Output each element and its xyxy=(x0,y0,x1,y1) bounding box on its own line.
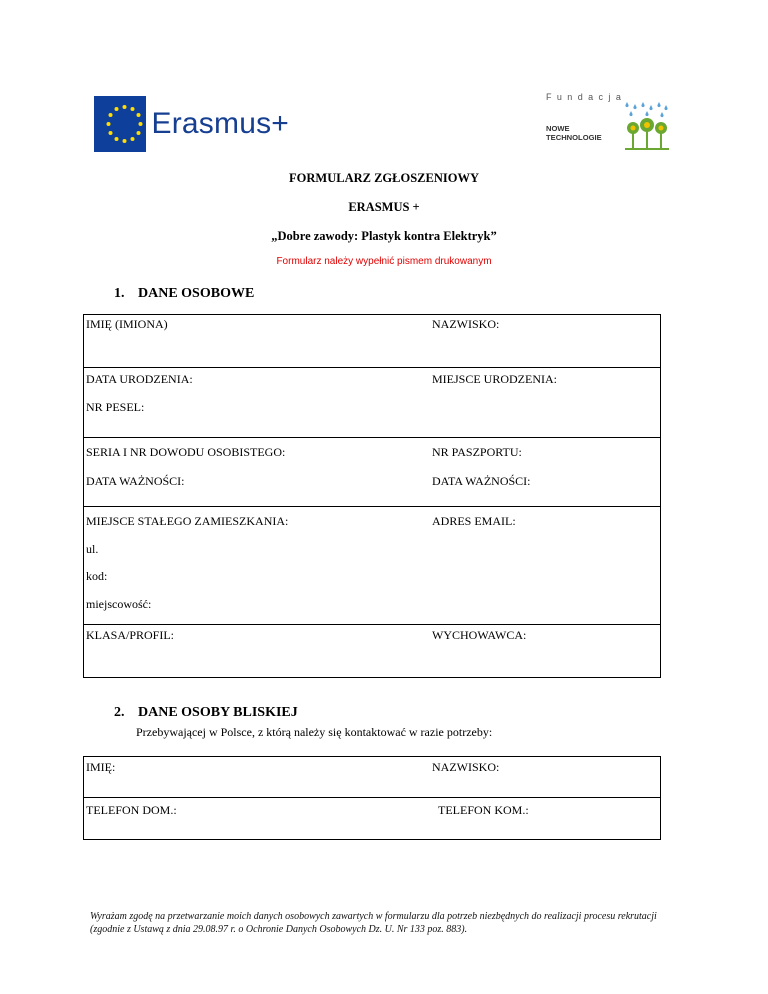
birth-place-label: MIEJSCE URODZENIA: xyxy=(432,372,557,386)
contact-surname-label: NAZWISKO: xyxy=(432,760,500,774)
postal-code-label: kod: xyxy=(86,569,108,583)
foundation-name-line1: NOWE xyxy=(546,124,570,133)
section2-heading xyxy=(114,705,298,721)
plants-rain-icon xyxy=(621,100,673,152)
address-label: MIEJSCE STAŁEGO ZAMIESZKANIA: xyxy=(86,514,289,528)
foundation-name-line2: TECHNOLOGIE xyxy=(546,133,602,142)
home-phone-label: TELEFON DOM.: xyxy=(86,803,177,817)
class-label: KLASA/PROFIL: xyxy=(86,628,175,642)
surname-label: NAZWISKO: xyxy=(432,317,500,331)
section2-number: 2. xyxy=(114,705,125,720)
eu-flag-icon xyxy=(94,96,146,152)
personal-data-table xyxy=(83,314,661,678)
foundation-name xyxy=(546,124,602,142)
tutor-label: WYCHOWAWCA: xyxy=(432,628,527,642)
pesel-label: NR PESEL: xyxy=(86,400,145,414)
passport-label: NR PASZPORTU: xyxy=(432,445,522,459)
document-row[interactable] xyxy=(84,438,661,507)
street-label: ul. xyxy=(86,542,99,556)
first-names-label: IMIĘ (IMIONA) xyxy=(86,317,168,331)
birth-row[interactable] xyxy=(84,368,661,438)
email-label: ADRES EMAIL: xyxy=(432,514,516,528)
class-row[interactable] xyxy=(84,625,661,678)
section1-title: DANE OSOBOWE xyxy=(138,286,255,301)
section2-description: Przebywającej w Polsce, z którą należy się kontaktować w razie potrzeby: xyxy=(136,725,493,739)
foundation-logo xyxy=(535,90,675,160)
form-subtitle: ERASMUS + xyxy=(348,200,420,214)
contact-phone-row[interactable] xyxy=(84,798,661,840)
erasmus-logo xyxy=(91,94,289,154)
id-card-label: SERIA I NR DOWODU OSOBISTEGO: xyxy=(86,445,286,459)
address-row[interactable] xyxy=(84,507,661,625)
project-name: „Dobre zawody: Plastyk kontra Elektryk” xyxy=(271,229,497,243)
name-row[interactable] xyxy=(84,315,661,368)
contact-first-name-label: IMIĘ: xyxy=(86,760,116,774)
form-title: FORMULARZ ZGŁOSZENIOWY xyxy=(289,171,479,185)
contact-person-table xyxy=(83,756,661,840)
city-label: miejscowość: xyxy=(86,597,152,611)
foundation-label: Fundacja xyxy=(546,92,627,102)
consent-text: Wyrażam zgodę na przetwarzanie moich danych osobowych zawartych w formularzu dla potrzeb niezbędnych do realizacji procesu rekrutacji (zgodnie z Ustawą z dnia 29.08.97 r. o Ochronie Danych Osobowych Dz. U. Nr 133 poz. 883). xyxy=(90,911,657,935)
fill-instruction: Formularz należy wypełnić pismem drukowanym xyxy=(276,256,492,267)
section1-number: 1. xyxy=(114,286,125,301)
birth-date-label: DATA URODZENIA: xyxy=(86,372,193,386)
erasmus-wordmark: Erasmus+ xyxy=(151,107,289,140)
passport-expiry-label: DATA WAŻNOŚCI: xyxy=(432,474,531,488)
id-expiry-label: DATA WAŻNOŚCI: xyxy=(86,474,185,488)
mobile-phone-label: TELEFON KOM.: xyxy=(438,803,529,817)
contact-name-row[interactable] xyxy=(84,757,661,798)
section2-title: DANE OSOBY BLISKIEJ xyxy=(138,705,298,720)
section1-heading xyxy=(114,286,254,302)
